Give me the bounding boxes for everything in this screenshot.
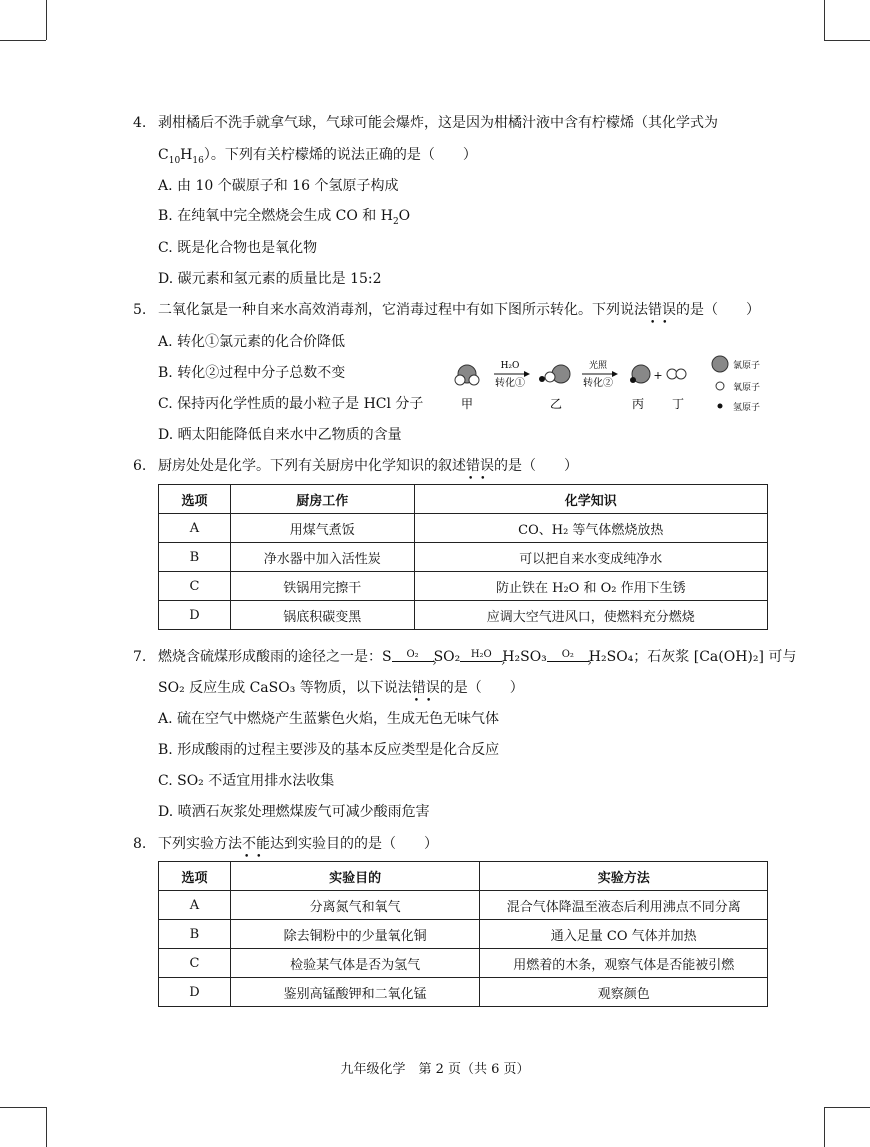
formula-h: H: [180, 147, 193, 163]
table-cell: C: [159, 949, 231, 978]
q4-number: 4.: [133, 115, 147, 131]
q8-table: [158, 861, 768, 1007]
table-cell: A: [159, 891, 231, 920]
molecule-yi: [539, 365, 570, 383]
arrow1-top-label: H₂O: [500, 361, 520, 371]
q6-stem: [158, 457, 578, 475]
reaction-arrow-1: [392, 650, 434, 662]
arrow-label: O₂: [406, 649, 419, 660]
table-row: [159, 543, 768, 572]
table-row: [159, 891, 768, 920]
table-cell: 用燃着的木条，观察气体是否能被引燃: [480, 949, 768, 978]
page-footer: 九年级化学 第 2 页（共 6 页）: [340, 1062, 530, 1077]
q7-line2-pre: SO₂ 反应生成 CaSO₃ 等物质，以下说法: [158, 680, 412, 696]
arrow2-bottom-label: 转化②: [583, 378, 613, 389]
arrow-label: O₂: [561, 649, 574, 660]
table-cell: 防止铁在 H₂O 和 O₂ 作用下生锈: [414, 572, 767, 601]
table-cell: 用煤气煮饭: [230, 514, 414, 543]
reaction-arrow-3: [547, 650, 589, 662]
table-cell: D: [159, 601, 231, 630]
table-cell: 观察颜色: [480, 978, 768, 1007]
table-header: 实验方法: [480, 862, 768, 891]
table-header: 选项: [159, 485, 231, 514]
table-row: [159, 601, 768, 630]
q7-option-a: A. 硫在空气中燃烧产生蓝紫色火焰，生成无色无味气体: [158, 711, 500, 727]
table-header: 实验目的: [230, 862, 480, 891]
q6-stem-emphasis: 错误 • •: [466, 457, 494, 475]
arrow1-bottom-label: 转化①: [495, 378, 525, 389]
table-cell: 检验某气体是否为氢气: [230, 949, 480, 978]
q5-stem-post: 的是（ ）: [676, 302, 760, 318]
table-header: 化学知识: [414, 485, 767, 514]
label-ding: 丁: [671, 397, 685, 411]
q8-stem-post: 达到实验目的的是（ ）: [270, 836, 438, 852]
q7-stem-emphasis: 错误 • •: [412, 679, 440, 697]
table-cell: 可以把自来水变成纯净水: [414, 543, 767, 572]
q7-stem-line2: [158, 679, 524, 697]
q5-stem-emphasis: 错误 • •: [648, 301, 676, 319]
q6-stem-pre: 厨房处处是化学。下列有关厨房中化学知识的叙述: [158, 458, 466, 474]
q8-number: 8.: [133, 836, 147, 852]
molecule-jia: [455, 365, 479, 385]
q5-stem-pre: 二氧化氯是一种自来水高效消毒剂，它消毒过程中有如下图所示转化。下列说法: [158, 302, 648, 318]
q5-number: 5.: [133, 302, 147, 318]
q4-option-b-post: O: [398, 208, 411, 224]
crop-mark-bottom-right-h: [824, 1107, 870, 1108]
q7-number: 7.: [133, 649, 147, 665]
table-cell: 应调大空气进风口，使燃料充分燃烧: [414, 601, 767, 630]
table-cell: 锅底积碳变黑: [230, 601, 414, 630]
q5-option-a: A. 转化①氯元素的化合价降低: [158, 334, 346, 350]
table-cell: 混合气体降温至液态后利用沸点不同分离: [480, 891, 768, 920]
crop-mark-top-right-v: [824, 0, 825, 40]
label-yi: 乙: [549, 397, 563, 411]
q4-option-c: C. 既是化合物也是氧化物: [158, 240, 318, 256]
q4-option-b: [158, 207, 410, 231]
table-row: [159, 572, 768, 601]
q4-option-b-sub: 2: [392, 216, 399, 227]
q6-stem-post: 的是（ ）: [494, 458, 578, 474]
q7-stem-a: 燃烧含硫煤形成酸雨的途径之一是：S: [158, 649, 392, 665]
molecule-bing: [630, 365, 650, 383]
table-cell: C: [159, 572, 231, 601]
q7-option-d: D. 喷洒石灰浆处理燃煤废气可减少酸雨危害: [158, 804, 430, 820]
q7-stem-b: SO₂: [433, 649, 461, 665]
table-cell: D: [159, 978, 231, 1007]
table-cell: 铁锅用完擦干: [230, 572, 414, 601]
q7-stem-line1: [158, 648, 796, 666]
q4-stem-line1: 剥柑橘后不洗手就拿气球，气球可能会爆炸，这是因为柑橘汁液中含有柠檬烯（其化学式为: [158, 115, 718, 131]
q4-option-b-text: B. 在纯氧中完全燃烧会生成 CO 和 H: [158, 208, 393, 224]
q7-option-c: C. SO₂ 不适宜用排水法收集: [158, 773, 335, 789]
q5-option-b: B. 转化②过程中分子总数不变: [158, 365, 346, 381]
q7-line2-post: 的是（ ）: [439, 680, 524, 696]
arrow-label: H₂O: [470, 649, 492, 660]
table-cell: 鉴别高锰酸钾和二氧化锰: [230, 978, 480, 1007]
formula-c-sub: 10: [168, 155, 181, 166]
legend-oxygen: 氧原子: [733, 383, 761, 393]
table-cell: 除去铜粉中的少量氧化铜: [230, 920, 480, 949]
label-bing: 丙: [631, 397, 645, 411]
table-header: 选项: [159, 862, 231, 891]
table-cell: CO、H₂ 等气体燃烧放热: [414, 514, 767, 543]
plus-sign: +: [653, 369, 663, 382]
table-row: [159, 949, 768, 978]
table-cell: 净水器中加入活性炭: [230, 543, 414, 572]
crop-mark-bottom-left-v: [46, 1107, 47, 1147]
table-cell: 通入足量 CO 气体并加热: [480, 920, 768, 949]
q4-option-d: D. 碳元素和氢元素的质量比是 15:2: [158, 271, 382, 287]
q5-option-d: D. 晒太阳能降低自来水中乙物质的含量: [158, 427, 402, 443]
formula-c: C: [158, 147, 169, 163]
table-header: 厨房工作: [230, 485, 414, 514]
molecule-ding: [667, 369, 686, 379]
q7-option-b: B. 形成酸雨的过程主要涉及的基本反应类型是化合反应: [158, 742, 500, 758]
crop-mark-top-left-v: [46, 0, 47, 40]
table-cell: 分离氮气和氧气: [230, 891, 480, 920]
q6-number: 6.: [133, 458, 147, 474]
table-row: [159, 978, 768, 1007]
q8-stem: [158, 835, 438, 853]
q4-option-a: A. 由 10 个碳原子和 16 个氢原子构成: [158, 178, 399, 194]
table-cell: B: [159, 920, 231, 949]
table-header-row: [159, 862, 768, 891]
table-cell: B: [159, 543, 231, 572]
table-header-row: [159, 485, 768, 514]
legend-hydrogen: 氢原子: [733, 403, 761, 413]
q4-stem-rest: ）。下列有关柠檬烯的说法正确的是（ ）: [203, 147, 477, 163]
arrow2-top-label: 光照: [588, 361, 608, 371]
molecule-transformation-diagram: [450, 352, 780, 422]
q8-stem-pre: 下列实验方法: [158, 836, 242, 852]
table-row: [159, 920, 768, 949]
crop-mark-bottom-left-h: [0, 1107, 46, 1108]
table-row: [159, 514, 768, 543]
crop-mark-top-right-h: [824, 40, 870, 41]
crop-mark-bottom-right-v: [824, 1107, 825, 1147]
q7-stem-d: H₂SO₄；石灰浆 [Ca(OH)₂] 可与: [588, 649, 797, 665]
crop-mark-top-left-h: [0, 40, 46, 41]
q6-table: [158, 484, 768, 630]
legend-chlorine: 氯原子: [733, 361, 761, 371]
reaction-arrow-2: [460, 650, 502, 662]
q7-stem-c: H₂SO₃: [502, 649, 547, 665]
q5-option-c: C. 保持丙化学性质的最小粒子是 HCl 分子: [158, 396, 424, 412]
label-jia: 甲: [460, 397, 474, 411]
q5-stem: [158, 301, 760, 319]
q8-stem-emphasis: 不能 • •: [242, 835, 270, 853]
q4-stem-line2: [158, 146, 477, 170]
formula-h-sub: 16: [192, 155, 204, 166]
table-cell: A: [159, 514, 231, 543]
